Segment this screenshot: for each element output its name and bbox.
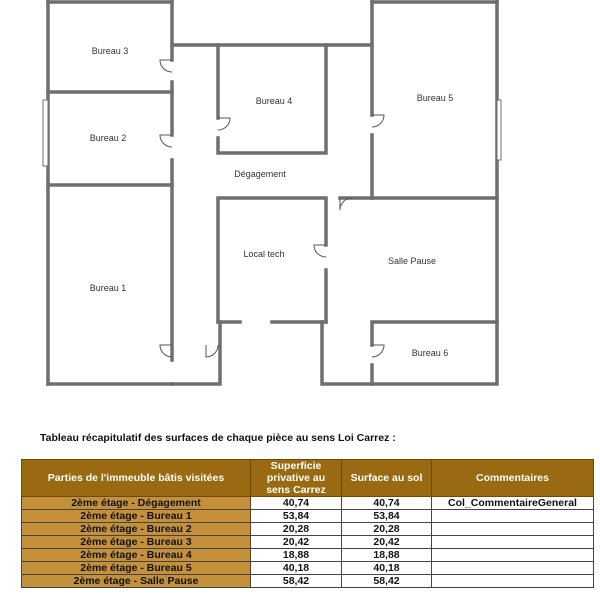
cell-carrez: 58,42 bbox=[251, 575, 342, 588]
cell-floor: 18,88 bbox=[342, 549, 432, 562]
cell-floor: 53,84 bbox=[342, 510, 432, 523]
cell-carrez: 18,88 bbox=[251, 549, 342, 562]
table-row bbox=[22, 575, 594, 588]
room-label-salle-pause: Salle Pause bbox=[387, 256, 437, 266]
door-salle-pause bbox=[340, 198, 352, 210]
door-bureau1 bbox=[160, 345, 172, 357]
wall-corridor-top bbox=[172, 0, 372, 45]
cell-carrez: 20,28 bbox=[251, 523, 342, 536]
header-room: Parties de l'immeuble bâtis visitées bbox=[22, 460, 251, 497]
door-bureau3 bbox=[160, 60, 172, 72]
cell-room: 2ème étage - Bureau 2 bbox=[22, 523, 251, 536]
cell-comment bbox=[432, 562, 594, 575]
outer-wall-notch bbox=[172, 322, 220, 384]
door-bureau5 bbox=[372, 115, 384, 127]
door-bureau2 bbox=[160, 135, 172, 147]
window-east bbox=[497, 100, 501, 160]
cell-floor: 40,74 bbox=[342, 497, 432, 510]
door-bureau4 bbox=[218, 118, 230, 130]
window-west bbox=[43, 100, 48, 166]
cell-room: 2ème étage - Dégagement bbox=[22, 497, 251, 510]
room-label-bureau-1: Bureau 1 bbox=[89, 283, 127, 293]
cell-comment bbox=[432, 523, 594, 536]
room-label-local-tech: Local tech bbox=[243, 249, 285, 259]
cell-room: 2ème étage - Salle Pause bbox=[22, 575, 251, 588]
cell-carrez: 53,84 bbox=[251, 510, 342, 523]
table-header-row bbox=[22, 460, 594, 497]
cell-comment bbox=[432, 510, 594, 523]
cell-room: 2ème étage - Bureau 4 bbox=[22, 549, 251, 562]
cell-carrez: 40,74 bbox=[251, 497, 342, 510]
door-entrance bbox=[206, 345, 218, 357]
room-label-degagement: Dégagement bbox=[234, 169, 286, 179]
header-carrez-line2: privative au bbox=[266, 472, 326, 484]
wall-local-tech bbox=[218, 198, 326, 322]
table-caption: Tableau récapitulatif des surfaces de chaque pièce au sens Loi Carrez : bbox=[40, 432, 396, 444]
cell-comment bbox=[432, 536, 594, 549]
header-carrez-line3: sens Carrez bbox=[266, 484, 326, 496]
cell-comment bbox=[432, 549, 594, 562]
cell-room: 2ème étage - Bureau 5 bbox=[22, 562, 251, 575]
room-label-bureau-3: Bureau 3 bbox=[91, 46, 129, 56]
cell-carrez: 40,18 bbox=[251, 562, 342, 575]
table-row bbox=[22, 510, 594, 523]
surfaces-table bbox=[21, 459, 594, 588]
table-row bbox=[22, 523, 594, 536]
cell-comment bbox=[432, 575, 594, 588]
table-row bbox=[22, 497, 594, 510]
header-carrez bbox=[251, 460, 342, 497]
room-label-bureau-5: Bureau 5 bbox=[416, 93, 454, 103]
room-label-bureau-4: Bureau 4 bbox=[255, 96, 293, 106]
door-bureau6 bbox=[372, 345, 384, 357]
table-row bbox=[22, 536, 594, 549]
cell-comment: Col_CommentaireGeneral bbox=[432, 497, 594, 510]
room-label-bureau-2: Bureau 2 bbox=[89, 133, 127, 143]
cell-room: 2ème étage - Bureau 1 bbox=[22, 510, 251, 523]
door-local-tech bbox=[314, 245, 326, 257]
header-floor: Surface au sol bbox=[342, 460, 432, 497]
outer-wall-bottom-right bbox=[322, 0, 497, 384]
cell-carrez: 20,42 bbox=[251, 536, 342, 549]
cell-room: 2ème étage - Bureau 3 bbox=[22, 536, 251, 549]
room-label-bureau-6: Bureau 6 bbox=[411, 348, 449, 358]
table-row bbox=[22, 562, 594, 575]
header-comments: Commentaires bbox=[432, 460, 594, 497]
cell-floor: 20,28 bbox=[342, 523, 432, 536]
cell-floor: 40,18 bbox=[342, 562, 432, 575]
cell-floor: 20,42 bbox=[342, 536, 432, 549]
header-carrez-line1: Superficie bbox=[270, 460, 322, 472]
cell-floor: 58,42 bbox=[342, 575, 432, 588]
wall-bureau6-b bbox=[372, 322, 497, 345]
table-row bbox=[22, 549, 594, 562]
